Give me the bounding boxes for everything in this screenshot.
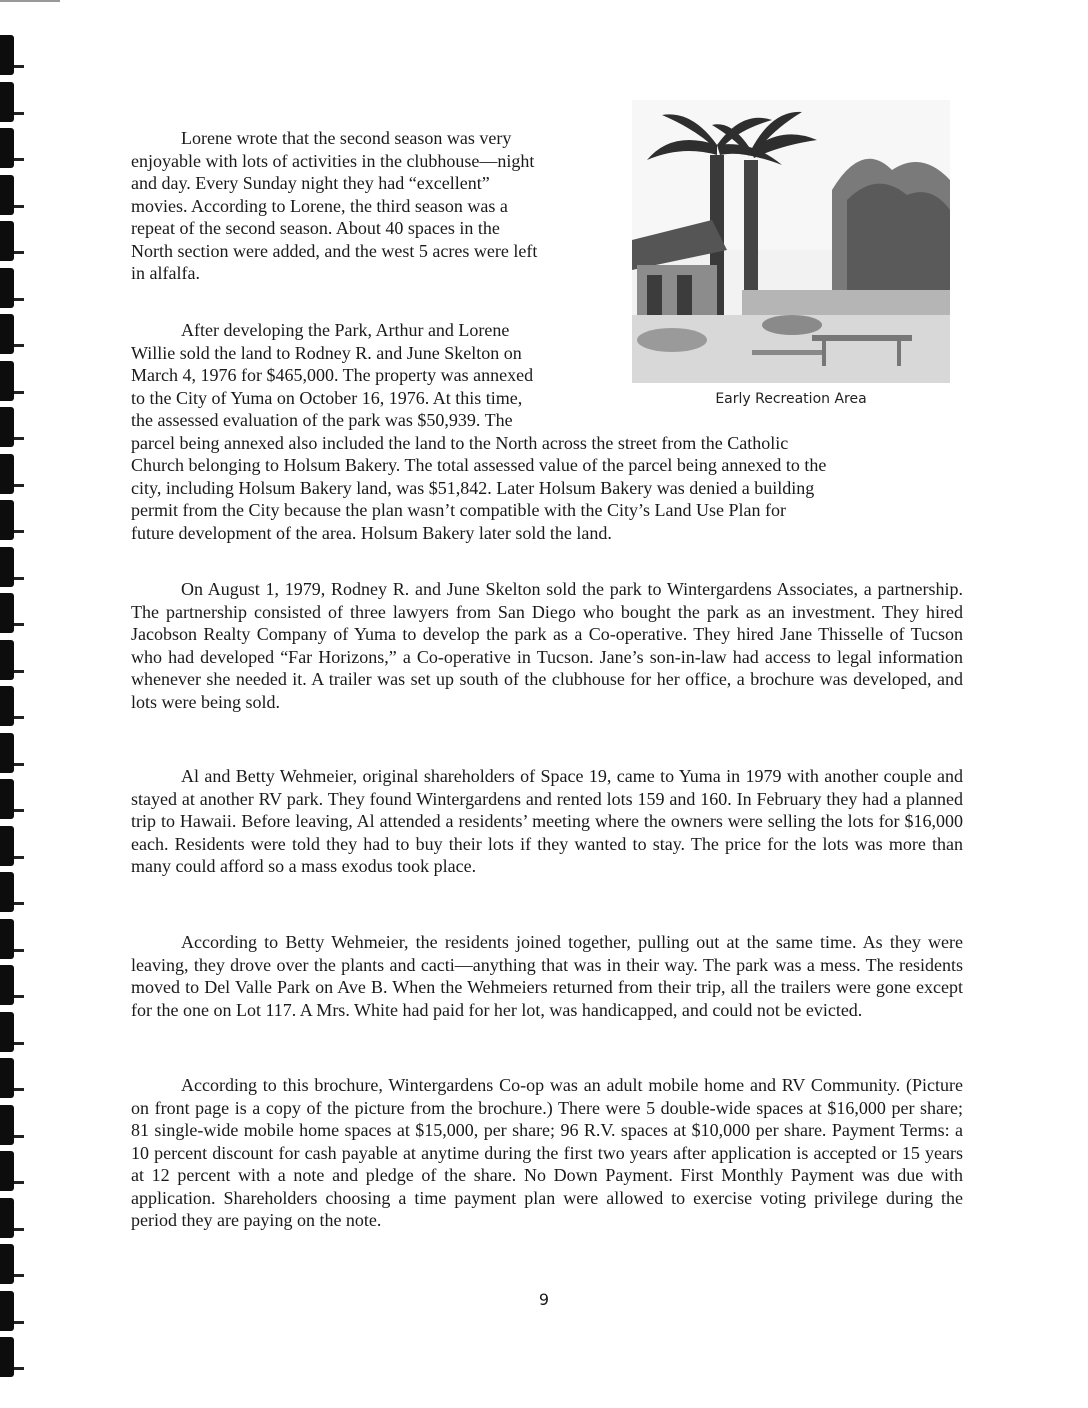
binding-tick: [14, 716, 24, 719]
binding-hole: [0, 35, 14, 75]
binding-tick: [14, 995, 24, 998]
binding-hole: [0, 779, 14, 819]
paragraph-5: According to Betty Wehmeier, the residents joined together, pulling out at the same time. As they were leaving, they drove over the plants and cacti—anything that was in their way. The park was a mess. The residents moved to Del Valle Park on Ave B. When the Wehmeiers returned from their trip, all the trailers were gone except for the one on Lot 117. A Mrs. White had paid for her lot, was handicapped, and could not be evicted.: [131, 932, 963, 1020]
binding-tick: [14, 1321, 24, 1324]
binding-tick: [14, 484, 24, 487]
binding-tick: [14, 577, 24, 580]
binding-hole: [0, 1105, 14, 1145]
text-line: repeat of the second season. About 40 spaces in the: [131, 218, 500, 238]
binding-hole: [0, 314, 14, 354]
binding-tick: [14, 112, 24, 115]
text-line: Lorene wrote that the second season was very: [181, 128, 512, 148]
binding-hole: [0, 919, 14, 959]
text-line: in alfalfa.: [131, 263, 200, 283]
binding-hole: [0, 1012, 14, 1052]
binding-tick: [14, 809, 24, 812]
binding-hole: [0, 1244, 14, 1284]
text-line: permit from the City because the plan wasn’t compatible with the City’s Land Use Plan for: [131, 500, 787, 520]
paragraph-6: According to this brochure, Wintergardens Co-op was an adult mobile home and RV Community. (Picture on front page is a copy of the picture from the brochure.) There were 5 double-wide spaces at $16,000 per share; 81 single-wide mobile home spaces at $15,000, per share; 96 R.V. spaces at $10,000 per share. Payment Terms: a 10 percent discount for cash payable at anytime during the first two years after application is accepted or 15 years at 12 percent with a note and pledge of the share. No Down Payment. First Monthly Payment was due with application. Shareholders choosing a time payment plan were allowed to exercise voting privilege during the period they are paying on the note.: [131, 1075, 963, 1230]
binding-tick: [14, 391, 24, 394]
binding-hole: [0, 686, 14, 726]
binding-tick: [14, 1274, 24, 1277]
binding-hole: [0, 640, 14, 680]
text-line: After developing the Park, Arthur and Lorene: [181, 320, 510, 340]
binding-tick: [14, 1088, 24, 1091]
binding-hole: [0, 361, 14, 401]
binding-tick: [14, 251, 24, 254]
recreation-area-photo: [632, 100, 950, 383]
binding-hole: [0, 454, 14, 494]
binding-hole: [0, 733, 14, 773]
text-line: enjoyable with lots of activities in the clubhouse—night: [131, 150, 535, 171]
text-line: North section were added, and the west 5 acres were left: [131, 240, 538, 261]
text-line: Church belonging to Holsum Bakery. The total assessed value of the parcel being annexed to the: [131, 455, 827, 475]
binding-tick: [14, 1042, 24, 1045]
text-line: future development of the area. Holsum Bakery later sold the land.: [131, 522, 612, 543]
binding-tick: [14, 670, 24, 673]
page-number: 9: [538, 1290, 550, 1309]
binding-tick: [14, 1367, 24, 1370]
binding-tick: [14, 298, 24, 301]
binding-hole: [0, 1198, 14, 1238]
text-line: city, including Holsum Bakery land, was $51,842. Later Holsum Bakery was denied a building: [131, 477, 815, 498]
paragraph-3: On August 1, 1979, Rodney R. and June Skelton sold the park to Wintergardens Associates, a partnership. The partnership consisted of three lawyers from San Diego who bought the park as an investment. They hired Jacobson Realty Company of Yuma to develop the park as a Co-operative. They hired Jane Thisselle of Tucson who had developed “Far Horizons,” a Co-operative in Tucson. Jane’s son-in-law had access to legal information whenever she needed it. A trailer was set up south of the clubhouse for her office, a brochure was developed, and lots were being sold.: [131, 579, 963, 712]
binding-hole: [0, 82, 14, 122]
photo-caption: Early Recreation Area: [715, 391, 867, 407]
photo-figure: [632, 100, 950, 407]
text-line: parcel being annexed also included the land to the North across the street from the Catholic: [131, 432, 789, 453]
binding-hole: [0, 500, 14, 540]
text-line: Willie sold the land to Rodney R. and June Skelton on: [131, 342, 522, 363]
text-line: March 4, 1976 for $465,000. The property was annexed: [131, 365, 534, 385]
binding-tick: [14, 763, 24, 766]
text-line: the assessed evaluation of the park was $50,939. The: [131, 410, 513, 430]
binding-tick: [14, 65, 24, 68]
binding-hole: [0, 593, 14, 633]
binding-tick: [14, 158, 24, 161]
binding-hole: [0, 221, 14, 261]
binding-tick: [14, 623, 24, 626]
binding-tick: [14, 205, 24, 208]
paragraph-4: Al and Betty Wehmeier, original shareholders of Space 19, came to Yuma in 1979 with another couple and stayed at another RV park. They found Wintergardens and rented lots 159 and 160. In February they had a planned trip to Hawaii. Before leaving, Al attended a residents’ meeting where the owners were selling the lots for $16,000 each. Residents were told they had to buy their lots if they wanted to stay. The price for the lots was more than many could afford so a mass exodus took place.: [131, 766, 963, 876]
binding-hole: [0, 407, 14, 447]
binding-hole: [0, 175, 14, 215]
binding-tick: [14, 902, 24, 905]
text-line: movies. According to Lorene, the third season was a: [131, 195, 508, 216]
binding-tick: [14, 1228, 24, 1231]
binding-hole: [0, 128, 14, 168]
spiral-binding: [0, 0, 30, 1408]
binding-hole: [0, 872, 14, 912]
binding-hole: [0, 547, 14, 587]
binding-hole: [0, 1058, 14, 1098]
binding-tick: [14, 344, 24, 347]
binding-tick: [14, 949, 24, 952]
binding-hole: [0, 965, 14, 1005]
binding-tick: [14, 856, 24, 859]
binding-hole: [0, 826, 14, 866]
text-line: and day. Every Sunday night they had “excellent”: [131, 173, 490, 193]
binding-tick: [14, 1181, 24, 1184]
binding-hole: [0, 268, 14, 308]
binding-tick: [14, 1135, 24, 1138]
binding-hole: [0, 1337, 14, 1377]
binding-hole: [0, 1151, 14, 1191]
text-line: to the City of Yuma on October 16, 1976. At this time,: [131, 387, 523, 408]
binding-tick: [14, 437, 24, 440]
binding-tick: [14, 530, 24, 533]
